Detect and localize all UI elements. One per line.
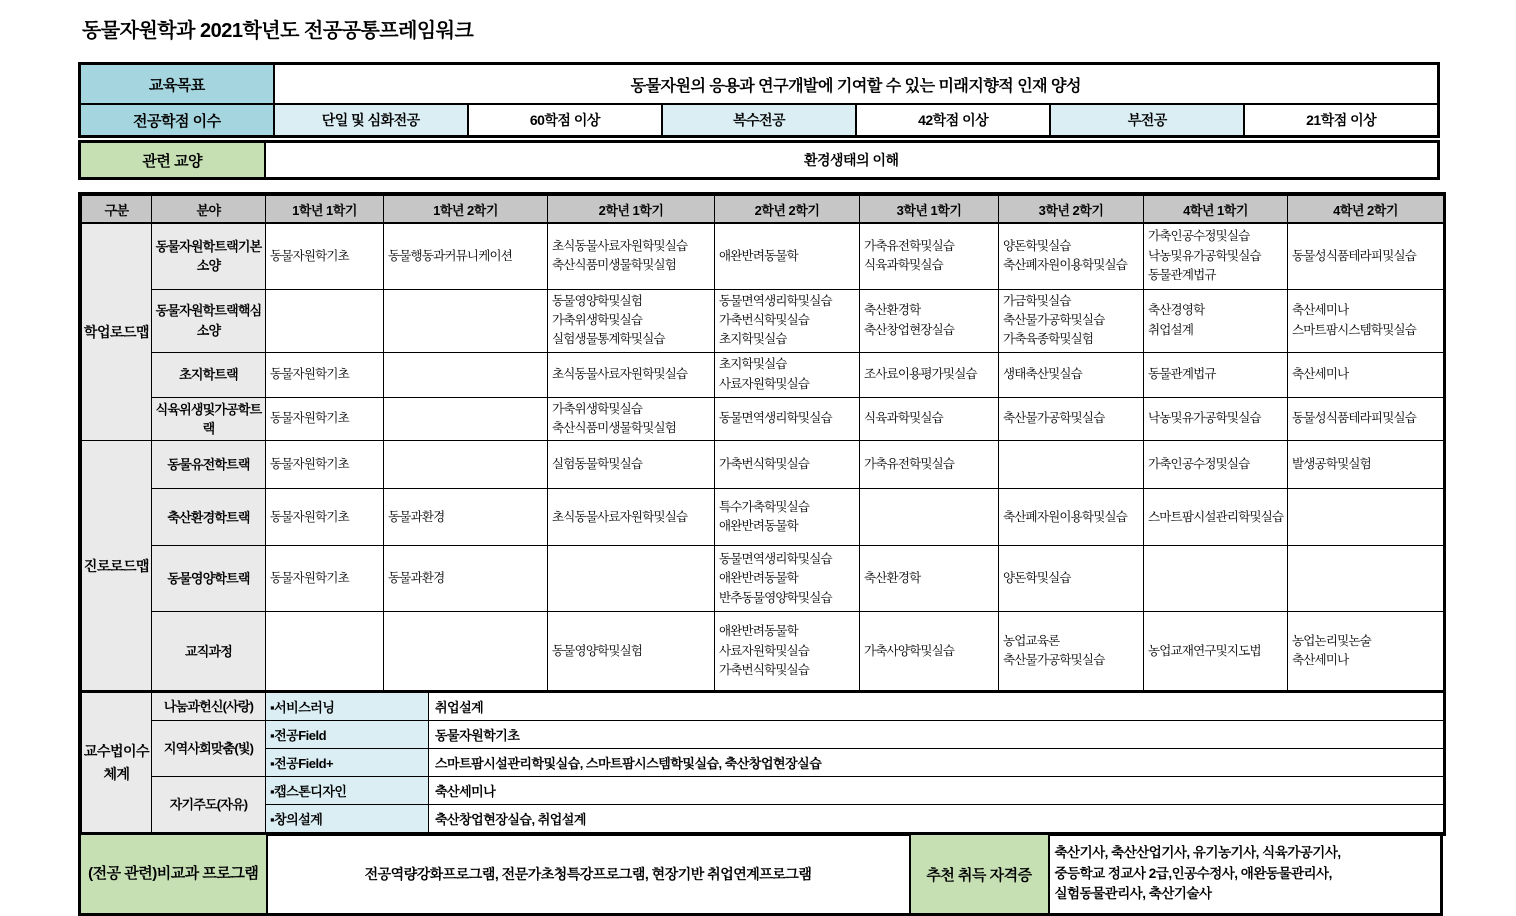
course-cell: [548, 546, 715, 612]
text-line: 기본소양: [196, 238, 262, 274]
text-line: 로드맵: [109, 323, 150, 340]
text-line: 가금학및실습: [1003, 293, 1071, 308]
course-cell: [999, 441, 1144, 489]
text-line: 초식동물사료자원학및실습: [552, 509, 688, 524]
text-line: 실험생물통계학및실습: [552, 332, 665, 347]
pedagogy-courses: 취업설계: [429, 692, 1444, 721]
course-cell: [715, 397, 860, 441]
text-line: 초지학및실습: [719, 332, 787, 347]
text-line: 농업교재연구및지도법: [1148, 643, 1261, 658]
course-cell: [1144, 352, 1288, 397]
pedagogy-row: [82, 721, 1444, 749]
goal-value: 동물자원의 응용과 연구개발에 기여할 수 있는 미래지향적 인재 양성: [274, 64, 1439, 105]
course-cell: [1288, 289, 1444, 352]
course-cell: [266, 546, 384, 612]
text-line: 축산식품미생물학및실험: [552, 421, 677, 435]
text-line: 조사료이용평가및실습: [864, 366, 977, 381]
course-cell: [999, 289, 1144, 352]
text-line: 스마트팜시설관리학및실습: [1148, 509, 1284, 524]
semester-header: 구분: [82, 196, 152, 224]
text-line: 동물유전학트랙: [167, 457, 250, 473]
text-line: 사료자원학및실습: [719, 376, 810, 391]
text-line: 축산환경학: [864, 571, 921, 586]
course-cell: [1288, 223, 1444, 289]
credit-type-cell: 단일 및 심화전공: [274, 104, 468, 137]
course-cell: [1144, 441, 1288, 489]
text-line: 축산환경학: [864, 303, 921, 318]
text-line: 가축번식학및실습: [719, 663, 810, 678]
course-cell: [715, 441, 860, 489]
text-line: 동물과환경: [388, 509, 445, 524]
pedagogy-row: [82, 749, 1444, 777]
text-line: 동물면역생리학및실습: [719, 293, 832, 308]
pedagogy-group-label: [82, 692, 152, 833]
course-cell: [860, 352, 999, 397]
course-cell: [1144, 223, 1288, 289]
text-line: 핵심소양: [196, 303, 262, 338]
text-line: 학업: [83, 323, 110, 340]
text-line: 진로: [83, 557, 110, 574]
pedagogy-method: ▪전공Field+: [266, 749, 429, 777]
recommended-certs-label: 추천 취득 자격증: [910, 834, 1049, 915]
text-line: 동물관계법규: [1148, 267, 1216, 282]
text-line: 체계: [103, 765, 130, 782]
text-line: 축산창업현장실습: [864, 322, 955, 337]
course-cell: [860, 489, 999, 546]
course-cell: [860, 223, 999, 289]
text-line: 농업교육론: [1003, 634, 1060, 648]
track-name: [152, 352, 266, 397]
pedagogy-courses: 축산세미나: [429, 777, 1444, 805]
matrix-row: [82, 352, 1444, 397]
text-line: 동물자원학기초: [270, 457, 349, 472]
text-line: 동물성식품테라피및실습: [1292, 248, 1417, 263]
curriculum-matrix-table: [81, 195, 1444, 691]
goal-row: [80, 64, 1439, 105]
track-name: [152, 489, 266, 546]
text-line: 비교과 프로그램: [156, 865, 259, 882]
credit-value-cell: 60학점 이상: [468, 104, 662, 137]
pedagogy-method: ▪캡스톤디자인: [266, 777, 429, 805]
text-line: 축산물가공학및실습: [1003, 312, 1105, 327]
text-line: 동물영양학및실험: [552, 643, 643, 658]
text-line: 교수법: [83, 743, 123, 760]
text-line: 축산세미나: [1292, 366, 1349, 381]
text-line: 스마트팜시스템학및실습: [1292, 322, 1417, 337]
text-line: 낙농및유가공학및실습: [1148, 248, 1261, 263]
course-cell: [384, 441, 548, 489]
text-line: 식육위생및가공학: [155, 401, 250, 417]
credit-value-cell: 21학점 이상: [1244, 104, 1438, 137]
extracurricular-programs-value: 전공역량강화프로그램, 전문가초청특강프로그램, 현장기반 취업연계프로그램: [267, 834, 910, 915]
text-line: 식육과학및실습: [864, 258, 943, 273]
course-cell: [384, 289, 548, 352]
text-line: 가축유전학및실습: [864, 238, 955, 253]
track-name: [152, 546, 266, 612]
pedagogy-method: ▪서비스러닝: [266, 692, 429, 721]
course-cell: [715, 612, 860, 691]
track-name: [152, 289, 266, 352]
course-cell: [860, 546, 999, 612]
course-cell: [999, 397, 1144, 441]
goal-label: 교육목표: [80, 64, 274, 105]
course-cell: [715, 289, 860, 352]
course-cell: [1144, 612, 1288, 691]
semester-header: 2학년 1학기: [548, 196, 715, 224]
text-line: 동물면역생리학및실습: [719, 551, 832, 566]
text-line: 동물자원학기초: [270, 366, 349, 381]
text-line: 중등학교 정교사 2급,인공수정사, 애완동물관리사,: [1054, 865, 1332, 881]
text-line: 낙농및유가공학및실습: [1148, 411, 1261, 426]
text-line: 동물영양학및실험: [552, 293, 643, 308]
course-cell: [715, 546, 860, 612]
course-cell: [548, 441, 715, 489]
semester-header: 분야: [152, 196, 266, 224]
text-line: 애완반려동물학: [719, 624, 798, 639]
liberal-arts-table: [78, 140, 1440, 180]
course-cell: [548, 289, 715, 352]
course-cell: [860, 397, 999, 441]
text-line: 애완반려동물학: [719, 248, 798, 263]
text-line: 축산물가공학및실습: [1003, 411, 1105, 426]
course-cell: [1288, 546, 1444, 612]
text-line: 초식동물사료자원학및실습: [552, 238, 688, 253]
course-cell: [266, 441, 384, 489]
text-line: 축산기사, 축산산업기사, 유기농기사, 식육가공기사,: [1054, 844, 1341, 860]
matrix-header-row: [82, 196, 1444, 224]
credit-type-cell: 부전공: [1050, 104, 1244, 137]
text-line: 초식동물사료자원학및실습: [552, 366, 688, 381]
text-line: 농업논리및논술: [1292, 634, 1371, 648]
course-cell: [715, 489, 860, 546]
pedagogy-row: [82, 692, 1444, 721]
credit-type-cell: 복수전공: [662, 104, 856, 137]
credit-value-cell: 42학점 이상: [856, 104, 1050, 137]
extracurricular-programs-label: [80, 834, 267, 915]
text-line: 가축육종학및실험: [1003, 332, 1094, 347]
page-title: 동물자원학과 2021학년도 전공공통프레임워크: [82, 20, 474, 42]
track-name: [152, 397, 266, 441]
track-name: [152, 441, 266, 489]
text-line: 축산경영학: [1148, 303, 1205, 318]
course-cell: [548, 612, 715, 691]
matrix-row: [82, 546, 1444, 612]
text-line: 가축인공수정및실습: [1148, 229, 1250, 244]
course-cell: [266, 223, 384, 289]
course-cell: [384, 489, 548, 546]
pedagogy-courses: 동물자원학기초: [429, 721, 1444, 749]
course-cell: [999, 546, 1144, 612]
course-cell: [1144, 397, 1288, 441]
track-name: [152, 223, 266, 289]
course-cell: [999, 352, 1144, 397]
semester-header: 1학년 2학기: [384, 196, 548, 224]
course-cell: [1288, 489, 1444, 546]
semester-header: 2학년 2학기: [715, 196, 860, 224]
pedagogy-courses: 축산창업현장실습, 취업설계: [429, 805, 1444, 833]
credits-label: 전공학점 이수: [80, 104, 274, 137]
roadmap-group-label: [82, 223, 152, 441]
course-cell: [548, 397, 715, 441]
course-cell: [266, 489, 384, 546]
pedagogy-method: ▪창의설계: [266, 805, 429, 833]
course-cell: [1288, 612, 1444, 691]
text-line: 이수: [123, 743, 150, 760]
semester-header: 1학년 1학기: [266, 196, 384, 224]
text-line: 반추동물영양학및실습: [719, 590, 832, 605]
text-line: 취업설계: [1148, 322, 1194, 337]
course-cell: [715, 352, 860, 397]
text-line: 동물자원학기초: [270, 509, 349, 524]
pedagogy-category-label: 지역사회맞춤(빛): [152, 721, 266, 777]
course-cell: [548, 489, 715, 546]
text-line: 동물자원학기초: [270, 411, 349, 426]
text-line: (전공 관련): [88, 865, 157, 882]
course-cell: [384, 223, 548, 289]
pedagogy-category-label: 자기주도(자유): [152, 777, 266, 833]
text-line: 가축인공수정및실습: [1148, 457, 1250, 472]
text-line: 동물행동과커뮤니케이션: [388, 248, 513, 263]
course-cell: [1288, 441, 1444, 489]
liberal-arts-row: [80, 142, 1439, 179]
text-line: 가축위생학및실습: [552, 312, 643, 327]
text-line: 애완반려동물학: [719, 571, 798, 586]
course-cell: [1144, 489, 1288, 546]
text-line: 동물영양학트랙: [167, 571, 250, 587]
text-line: 동물자원학기초: [270, 571, 349, 586]
course-cell: [999, 612, 1144, 691]
pedagogy-row: [82, 777, 1444, 805]
matrix-row: [82, 289, 1444, 352]
pedagogy-method: ▪전공Field: [266, 721, 429, 749]
text-line: 가축위생학및실습: [552, 401, 643, 416]
text-line: 실험동물관리사, 축산기술사: [1054, 886, 1212, 902]
course-cell: [1288, 397, 1444, 441]
course-cell: [1144, 289, 1288, 352]
text-line: 동물자원학트랙: [155, 303, 238, 319]
text-line: 교직과정: [184, 643, 233, 659]
text-line: 축산물가공학및실습: [1003, 653, 1105, 668]
text-line: 동물면역생리학및실습: [719, 411, 832, 426]
course-cell: [384, 612, 548, 691]
matrix-row: [82, 441, 1444, 489]
course-cell: [548, 352, 715, 397]
course-cell: [384, 397, 548, 441]
text-line: 동물성식품테라피및실습: [1292, 411, 1417, 426]
text-line: 가축사양학및실습: [864, 643, 955, 658]
text-line: 동물관계법규: [1148, 366, 1216, 381]
text-line: 트랙: [202, 401, 262, 436]
text-line: 축산환경학트랙: [167, 509, 250, 525]
course-cell: [860, 289, 999, 352]
matrix-row: [82, 612, 1444, 691]
recommended-certs-value: [1049, 834, 1442, 915]
text-line: 축산세미나: [1292, 653, 1349, 668]
goal-credits-table: [78, 62, 1440, 138]
text-line: 특수가축학및실습: [719, 500, 810, 514]
track-name: [152, 612, 266, 691]
matrix-row: [82, 489, 1444, 546]
course-cell: [266, 352, 384, 397]
pedagogy-row: [82, 805, 1444, 833]
course-cell: [266, 289, 384, 352]
course-cell: [266, 397, 384, 441]
course-cell: [266, 612, 384, 691]
course-cell: [715, 223, 860, 289]
semester-header: 4학년 1학기: [1144, 196, 1288, 224]
pedagogy-category-label: 나눔과헌신(사랑): [152, 692, 266, 721]
course-cell: [860, 612, 999, 691]
text-line: 생태축산및실습: [1003, 366, 1082, 381]
matrix-row: [82, 223, 1444, 289]
text-line: 가축번식학및실습: [719, 457, 810, 472]
text-line: 발생공학및실험: [1292, 457, 1371, 472]
text-line: 동물과환경: [388, 571, 445, 586]
curriculum-matrix-frame: [78, 192, 1446, 836]
text-line: 식육과학및실습: [864, 411, 943, 426]
liberal-arts-value: 환경생태의 이해: [265, 142, 1439, 179]
text-line: 축산식품미생물학및실험: [552, 258, 677, 273]
course-cell: [860, 441, 999, 489]
pedagogy-table: [81, 690, 1444, 833]
text-line: 동물자원학트랙: [155, 238, 238, 254]
text-line: 가축유전학및실습: [864, 457, 955, 472]
text-line: 실험동물학및실습: [552, 457, 643, 472]
course-cell: [548, 223, 715, 289]
text-line: 초지학트랙: [179, 366, 238, 382]
extracurricular-certs-table: [78, 832, 1443, 916]
semester-header: 4학년 2학기: [1288, 196, 1444, 224]
course-cell: [999, 223, 1144, 289]
text-line: 동물자원학기초: [270, 248, 349, 263]
semester-header: 3학년 2학기: [999, 196, 1144, 224]
matrix-row: [82, 397, 1444, 441]
text-line: 애완반려동물학: [719, 519, 798, 534]
semester-header: 3학년 1학기: [860, 196, 999, 224]
text-line: 초지학및실습: [719, 357, 787, 372]
text-line: 축산세미나: [1292, 303, 1349, 318]
text-line: 양돈학및실습: [1003, 571, 1071, 586]
course-cell: [1288, 352, 1444, 397]
course-cell: [999, 489, 1144, 546]
text-line: 축산폐자원이용학및실습: [1003, 509, 1128, 524]
pedagogy-courses: 스마트팜시설관리학및실습, 스마트팜시스템학및실습, 축산창업현장실습: [429, 749, 1444, 777]
text-line: 로드맵: [109, 557, 150, 574]
text-line: 가축번식학및실습: [719, 312, 810, 327]
bottom-row: [80, 834, 1442, 915]
text-line: 양돈학및실습: [1003, 238, 1071, 253]
credits-row: [80, 104, 1439, 137]
course-cell: [1144, 546, 1288, 612]
text-line: 사료자원학및실습: [719, 643, 810, 658]
course-cell: [384, 546, 548, 612]
text-line: 축산폐자원이용학및실습: [1003, 258, 1128, 273]
course-cell: [384, 352, 548, 397]
liberal-arts-label: 관련 교양: [80, 142, 265, 179]
roadmap-group-label: [82, 441, 152, 691]
